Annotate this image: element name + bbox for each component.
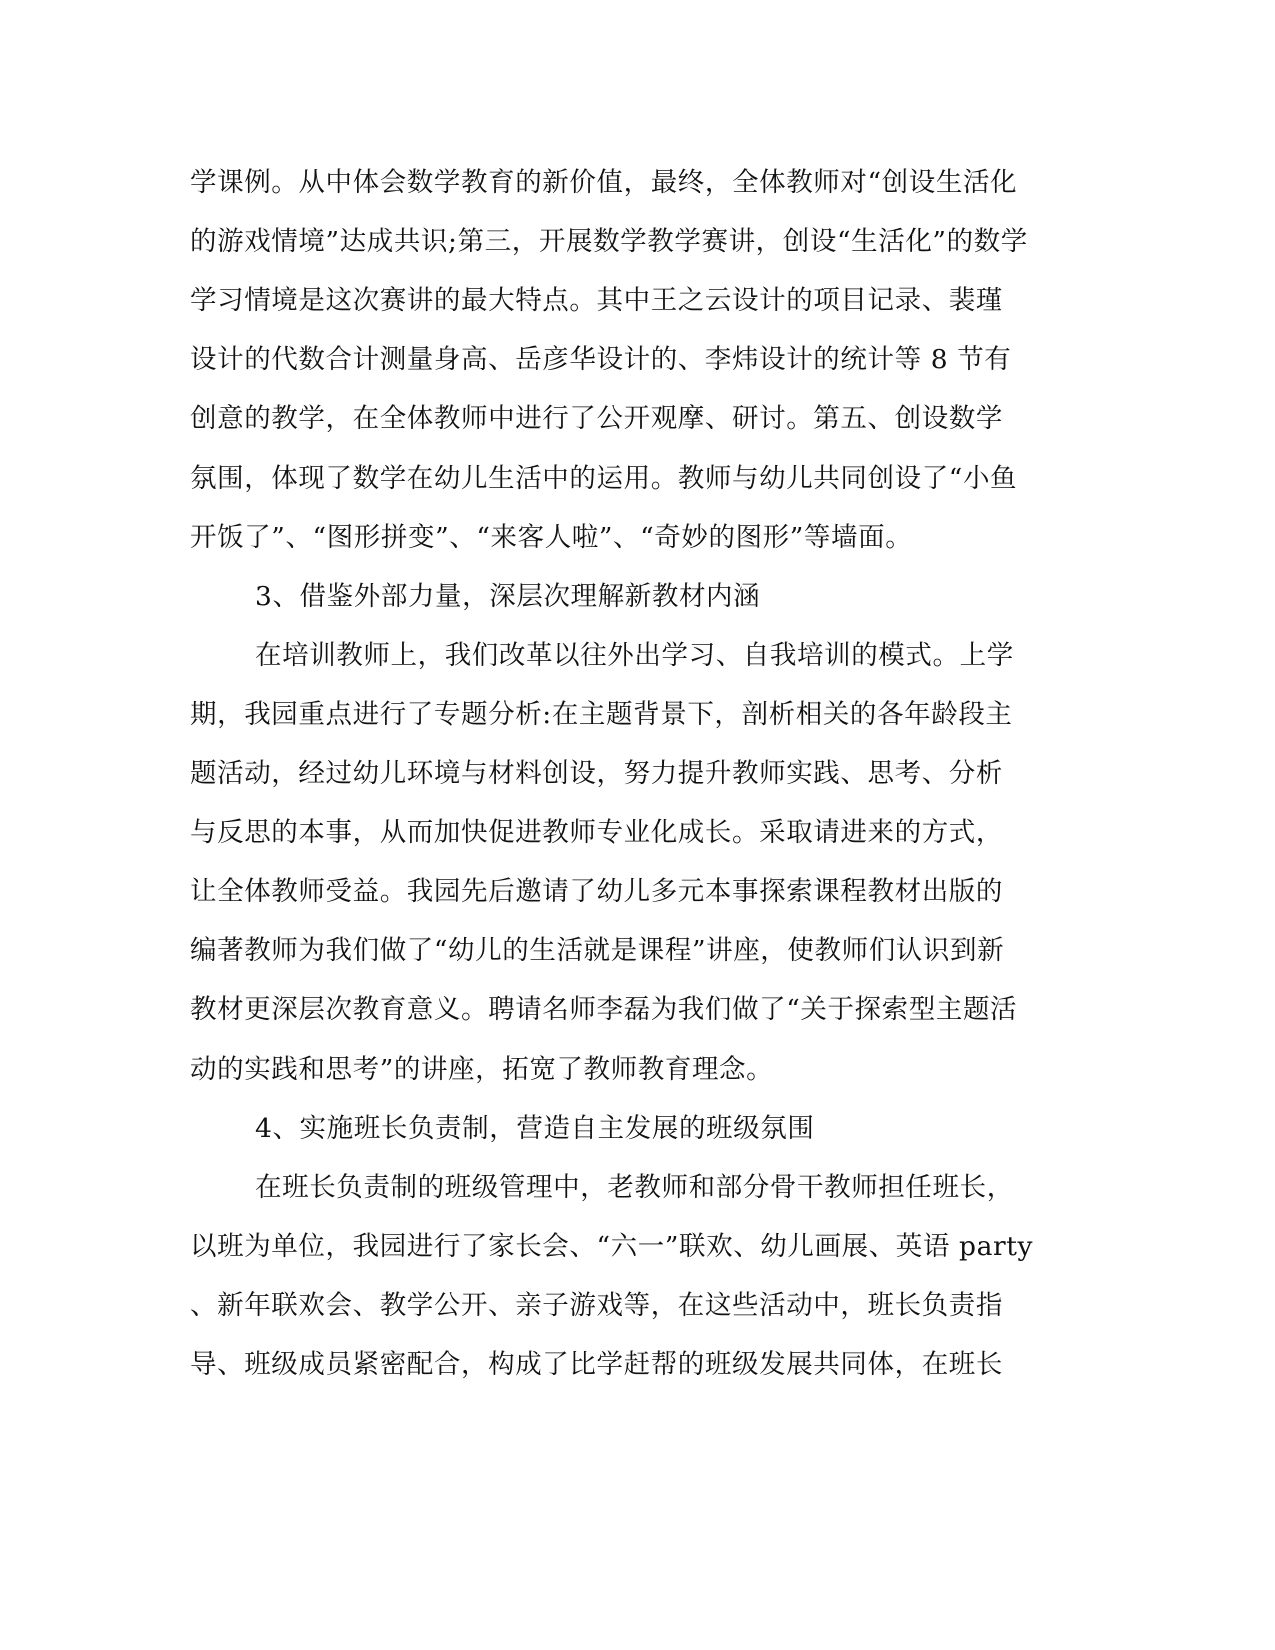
text-line: 设计的代数合计测量身高、岳彦华设计的、李炜设计的统计等 8 节有 [190,344,1012,375]
text-line: 创意的教学，在全体教师中进行了公开观摩、研讨。第五、创设数学 [190,403,1003,434]
paragraph-first-line: 3、借鉴外部力量，深层次理解新教材内涵 [255,581,761,612]
paragraph-first-line: 4、实施班长负责制，营造自主发展的班级氛围 [255,1113,815,1144]
text-line: 期，我园重点进行了专题分析:在主题背景下，剖析相关的各年龄段主 [190,699,1013,730]
paragraph-first-line: 在班长负责制的班级管理中，老教师和部分骨干教师担任班长， [255,1172,1014,1203]
text-line: 编著教师为我们做了“幼儿的生活就是课程”讲座，使教师们认识到新 [190,935,1005,966]
paragraph-first-line: 在培训教师上，我们改革以往外出学习、自我培训的模式。上学 [255,640,1014,671]
text-line: 开饭了”、“图形拼变”、“来客人啦”、“奇妙的图形”等墙面。 [190,522,913,553]
text-line: 以班为单位，我园进行了家长会、“六一”联欢、幼儿画展、英语 party [190,1231,1034,1262]
text-line: 教材更深层次教育意义。聘请名师李磊为我们做了“关于探索型主题活 [190,994,1018,1025]
text-line: 让全体教师受益。我园先后邀请了幼儿多元本事探索课程教材出版的 [190,876,1003,907]
text-line: 动的实践和思考”的讲座，拓宽了教师教育理念。 [190,1054,774,1085]
text-line: 的游戏情境”达成共识;第三，开展数学教学赛讲，创设“生活化”的数学 [190,226,1028,257]
text-line: 题活动，经过幼儿环境与材料创设，努力提升教师实践、思考、分析 [190,758,1003,789]
text-line: 与反思的本事，从而加快促进教师专业化成长。采取请进来的方式， [190,817,1003,848]
text-line: 导、班级成员紧密配合，构成了比学赶帮的班级发展共同体，在班长 [190,1349,1003,1380]
text-line: 氛围，体现了数学在幼儿生活中的运用。教师与幼儿共同创设了“小鱼 [190,463,1018,494]
text-line: 学习情境是这次赛讲的最大特点。其中王之云设计的项目记录、裴瑾 [190,285,1003,316]
text-line: 、新年联欢会、教学公开、亲子游戏等，在这些活动中，班长负责指 [190,1290,1003,1321]
text-line: 学课例。从中体会数学教育的新价值，最终，全体教师对“创设生活化 [190,167,1018,198]
